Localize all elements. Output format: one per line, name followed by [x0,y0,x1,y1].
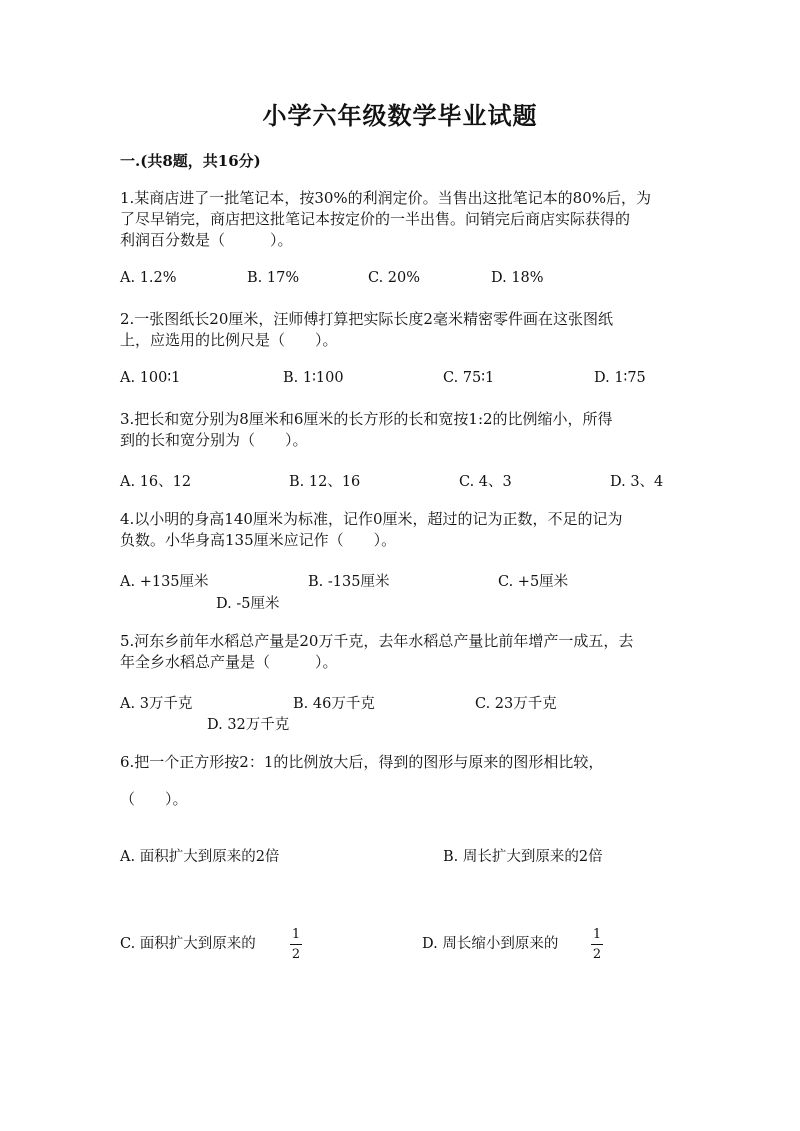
question-line: 利润百分数是（ ）。 [120,231,293,249]
question-6-stem-line-1: 6.把一个正方形按2：1的比例放大后，得到的图形与原来的图形相比较， [120,753,604,771]
q1-option-c: C. 20% [368,270,421,286]
q2-option-c: C. 75∶1 [443,370,495,386]
q5-option-b: B. 46万千克 [293,696,375,712]
question-line: 年全乡水稻总产量是（ ）。 [120,653,338,671]
question-2-stem [120,309,690,351]
q3-option-b: B. 12、16 [289,474,361,490]
q6-option-c: C. 面积扩大到原来的 [120,936,256,952]
page-title: 小学六年级数学毕业试题 [262,101,538,130]
question-line: 2.一张图纸长20厘米，汪师傅打算把实际长度2毫米精密零件画在这张图纸 [120,310,613,328]
q1-option-b: B. 17% [247,270,300,286]
q5-option-d: D. 32万千克 [207,717,290,733]
q4-option-a: A. +135厘米 [120,574,209,590]
question-line: 上，应选用的比例尺是（ ）。 [120,331,338,349]
q5-option-c: C. 23万千克 [475,696,557,712]
q1-option-a: A. 1.2% [120,270,177,286]
q4-option-d: D. -5厘米 [216,596,280,612]
fraction-bar [591,944,603,945]
q2-option-d: D. 1∶75 [594,370,646,386]
q6-option-d-fraction [590,927,604,962]
q6-option-d: D. 周长缩小到原来的 [422,936,559,952]
question-5-stem [120,631,690,673]
q6-option-c-fraction [289,927,303,962]
question-line: 5.河东乡前年水稻总产量是20万千克，去年水稻总产量比前年增产一成五，去 [120,632,634,650]
q2-option-b: B. 1∶100 [283,370,344,386]
section-heading: 一.(共8题，共16分) [120,152,261,170]
fraction-numerator: 1 [291,927,301,942]
q5-option-a: A. 3万千克 [120,696,193,712]
q3-option-a: A. 16、12 [120,474,192,490]
fraction-numerator: 1 [592,927,602,942]
q3-option-d: D. 3、4 [610,474,664,490]
q1-option-d: D. 18% [491,270,544,286]
question-3-stem [120,409,690,451]
q3-option-c: C. 4、3 [459,474,512,490]
question-1-stem [120,188,690,251]
question-6-stem-line-2: （ ）。 [120,790,188,808]
fraction-denominator: 2 [592,947,602,962]
fraction-bar [290,944,302,945]
fraction-denominator: 2 [291,947,301,962]
q2-option-a: A. 100∶1 [120,370,181,386]
question-line: 4.以小明的身高140厘米为标准，记作0厘米，超过的记为正数，不足的记为 [120,510,623,528]
q4-option-b: B. -135厘米 [308,574,390,590]
question-4-stem [120,509,690,551]
q4-option-c: C. +5厘米 [498,574,569,590]
question-line: 1.某商店进了一批笔记本，按30%的利润定价。当售出这批笔记本的80%后，为 [120,189,651,207]
q6-option-b: B. 周长扩大到原来的2倍 [443,849,603,865]
question-line: 负数。小华身高135厘米应记作（ ）。 [120,531,397,549]
question-line: 3.把长和宽分别为8厘米和6厘米的长方形的长和宽按1:2的比例缩小，所得 [120,410,613,428]
question-line: 了尽早销完，商店把这批笔记本按定价的一半出售。问销完后商店实际获得的 [120,210,631,228]
q6-option-a: A. 面积扩大到原来的2倍 [120,849,280,865]
question-line: 到的长和宽分别为（ ）。 [120,431,308,449]
